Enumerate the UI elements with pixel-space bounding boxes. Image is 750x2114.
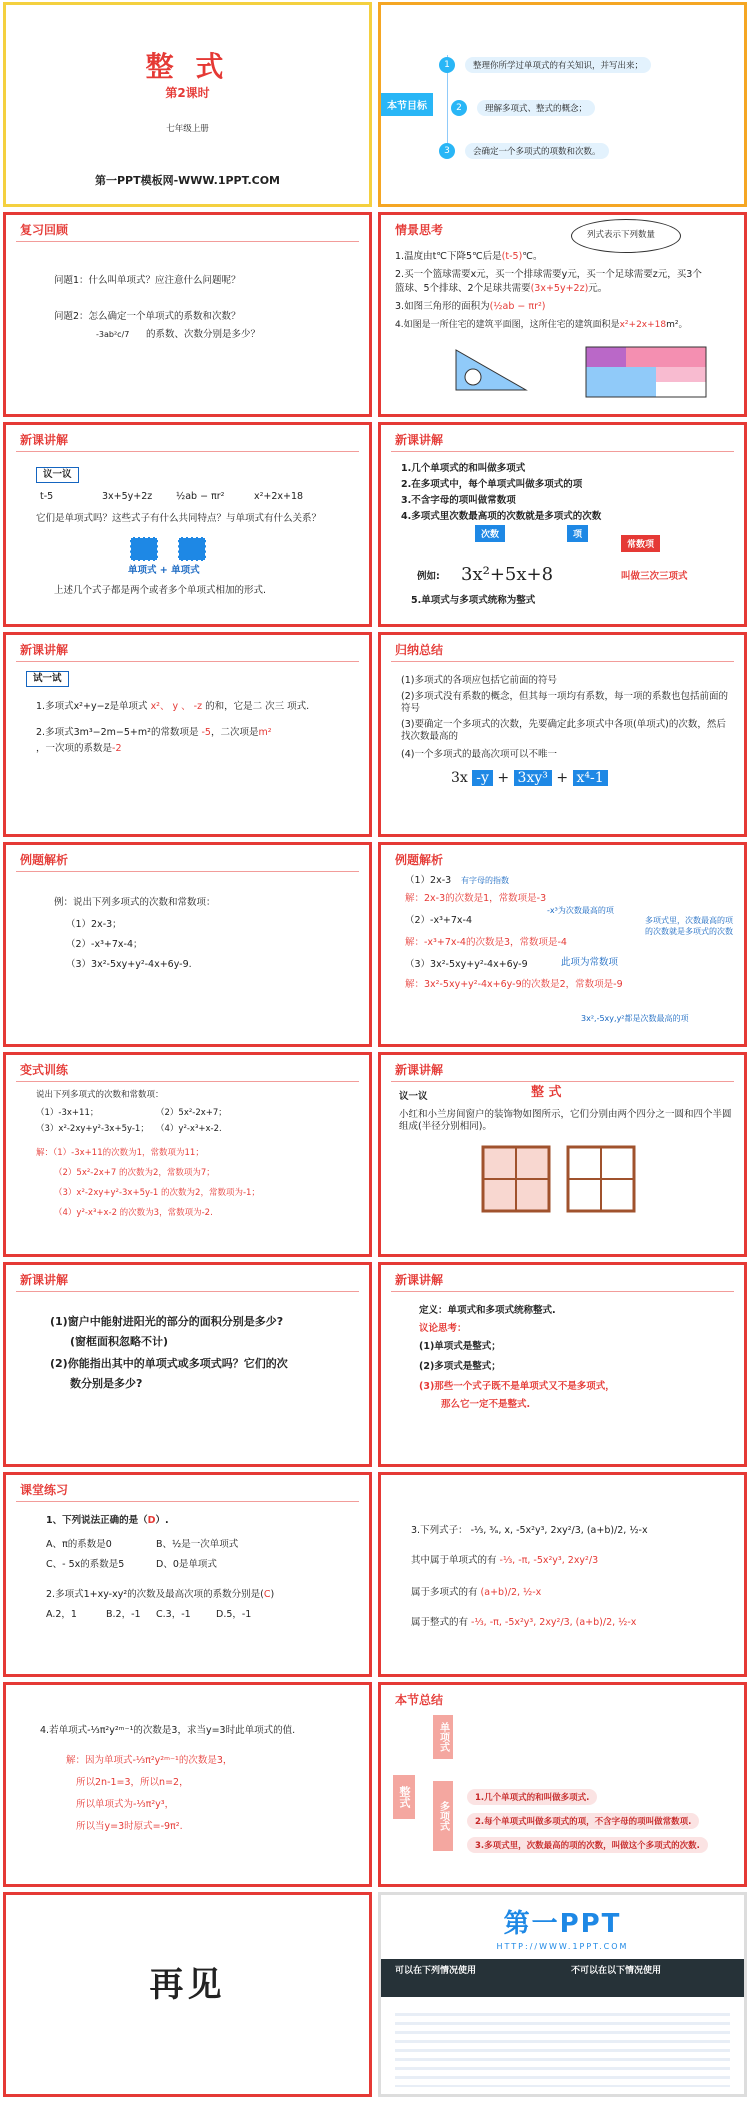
list-line: 3.下列式子： -⅓, ³⁄ₐ, x, -5x²y³, 2xy²/3, (a+b)/2, ½-x	[411, 1525, 648, 1536]
slide-13-questions	[3, 1262, 372, 1467]
example-instructions: 例：说出下列多项式的次数和常数项：	[54, 897, 216, 908]
rule-3: (3)要确定一个多项式的次数，先要确定此多项式中各项(单项式)的次数，然后找次数最高的	[401, 719, 726, 742]
option-b: B、½是一次单项式	[156, 1539, 239, 1550]
header: 本节总结	[395, 1693, 444, 1707]
slide-3-review	[3, 212, 372, 417]
point-5: 5.单项式与多项式统称为整式	[411, 595, 536, 606]
goal-1: 整理你所学过单项式的有关知识，并写出来；	[465, 57, 651, 73]
divider	[391, 661, 734, 662]
example-label: 例如:	[417, 571, 440, 582]
can-use-title: 可以在下列情况使用	[395, 1966, 477, 1976]
logo: 第一PPT	[503, 1909, 622, 1939]
question-1: （1）-3x+11；	[36, 1108, 99, 1118]
divider	[16, 241, 359, 242]
monomial-label: 单项式	[437, 1722, 449, 1752]
callout-exponent: 有字母的指数	[461, 876, 509, 885]
header: 复习回顾	[20, 223, 69, 237]
q2-option-a: A.2，1	[46, 1609, 77, 1620]
point-2: 2.在多项式中，每个单项式叫做多项式的项	[401, 479, 583, 490]
tag-term: 项	[567, 525, 588, 542]
root-label: 整式	[398, 1786, 411, 1808]
exercise-2b: ，一次项的系数是-2	[36, 743, 122, 754]
question-2: 2.多项式1+xy-xy²的次数及最高次项的系数分别是(C)	[46, 1589, 275, 1600]
item-1: (1)单项式是整式；	[419, 1341, 501, 1352]
mono-plus-mono: 单项式 + 单项式	[128, 565, 200, 576]
fraction: -3ab²c/7	[96, 330, 130, 339]
header: 新课讲解	[395, 1063, 444, 1077]
point-1: 1.几个单项式的和叫做多项式	[401, 463, 526, 474]
window-1-image	[481, 1145, 551, 1213]
section-title: 整 式	[531, 1085, 562, 1100]
summary-item-2: 2.每个单项式叫做多项式的项，不含字母的项叫做常数项.	[467, 1813, 699, 1829]
integral-expressions: 属于整式的有 -⅓, -π, -5x²y³, 2xy²/3, (a+b)/2, ½-x	[411, 1617, 637, 1628]
line-4: 4.如图是一所住宅的建筑平面图，这所住宅的建筑面积是x²+2x+18m²。	[395, 320, 688, 330]
question: 它们是单项式吗？这些式子有什么共同特点？与单项式有什么关系？	[36, 513, 322, 524]
slide-17-problem	[3, 1682, 372, 1887]
answer-2: （2）5x²-2x+7 的次数为2，常数项为7；	[54, 1168, 215, 1178]
expr-4: x²+2x+18	[254, 491, 304, 502]
footer-brand: 第一PPT模板网-WWW.1PPT.COM	[94, 174, 281, 187]
slide-16-classify	[378, 1472, 747, 1677]
description: 小红和小兰房间窗户的装饰物如图所示，它们分别由两个四分之一圆和四个半圆组成(半径分别相同)。	[399, 1109, 732, 1132]
question-2-cont: 数分别是多少?	[70, 1377, 143, 1390]
goal-number-3: 3	[439, 143, 455, 159]
tag-try: 试一试	[26, 671, 69, 687]
option-a: A、π的系数是0	[46, 1539, 112, 1550]
option-c: C、- 5x的系数是5	[46, 1559, 125, 1570]
problem: 4.若单项式-⅓π²y²ᵐ⁻¹的次数是3，求当y=3时此单项式的值.	[40, 1725, 296, 1736]
slide-5-discuss	[3, 422, 372, 627]
definition: 定义：单项式和多项式统称整式.	[419, 1305, 556, 1316]
slide-10-example-answers	[378, 842, 747, 1047]
line-3: 3.如图三角形的面积为(½ab − πr²)	[395, 301, 546, 312]
goal-2: 理解多项式、整式的概念；	[477, 100, 595, 116]
slide-9-example	[3, 842, 372, 1047]
goal-3: 会确定一个多项式的项数和次数。	[465, 143, 609, 159]
solution-2: 所以2n-1=3，所以n=2，	[76, 1777, 189, 1788]
answer-2: 解：-x³+7x-4的次数是3，常数项是-4	[405, 937, 567, 948]
slide-19-goodbye	[3, 1892, 372, 2097]
expr-1: t-5	[40, 491, 54, 502]
header: 新课讲解	[20, 643, 69, 657]
slide-1-title	[3, 2, 372, 207]
question-2: (2)你能指出其中的单项式或多项式吗？它们的次	[50, 1357, 288, 1370]
tag-degree: 次数	[475, 525, 505, 542]
question-2: 问题2：怎么确定一个单项式的系数和次数？	[54, 311, 241, 322]
triangle-figure	[451, 345, 531, 395]
callout-constant: 此项为常数项	[561, 957, 619, 968]
header: 情景思考	[395, 223, 444, 237]
polynomials: 属于多项式的有 (a+b)/2, ½-x	[411, 1587, 542, 1598]
answer-1: 解：（1）-3x+11的次数为1，常数项为11；	[36, 1148, 204, 1158]
goodbye-text: 再见	[149, 1965, 226, 2005]
question-4: （4）y²-x³+x-2.	[156, 1124, 222, 1134]
exercise-2: 2.多项式3m³−2m−5+m²的常数项是 -5，二次项是m²	[36, 727, 272, 738]
question-1: 问题1：什么叫单项式？应注意什么问题呢？	[54, 275, 241, 286]
window-2-image	[566, 1145, 636, 1213]
divider	[16, 661, 359, 662]
divider	[16, 1081, 359, 1082]
question-2b: 的系数、次数分别是多少？	[146, 329, 261, 340]
item-3-cont: 那么它一定不是整式.	[441, 1399, 531, 1410]
q2-option-d: D.5，-1	[216, 1609, 252, 1620]
example-item-1: （1）2x-3；	[66, 919, 122, 930]
logo-url: HTTP://WWW.1PPT.COM	[496, 1942, 629, 1951]
header: 归纳总结	[395, 643, 444, 657]
divider	[391, 451, 734, 452]
header: 新课讲解	[20, 433, 69, 447]
cubic-trinomial-note: 叫做三次三项式	[621, 571, 688, 582]
example-item-3: （3）3x²-5xy+y²-4x+6y-9.	[66, 959, 192, 970]
think-label: 议论思考：	[419, 1323, 467, 1334]
header: 例题解析	[395, 853, 444, 867]
goal-number-1: 1	[439, 57, 455, 73]
tag-constant: 常数项	[621, 535, 660, 552]
slide-subtitle: 第2课时	[165, 86, 210, 100]
root-node	[393, 1775, 415, 1819]
slide-11-practice	[3, 1052, 372, 1257]
item-3: （3）3x²-5xy+y²-4x+6y-9	[405, 959, 528, 970]
bubble-text: 列式表示下列数量	[587, 230, 656, 240]
divider	[16, 871, 359, 872]
rule-4: (4)一个多项式的最高次项可以不唯一	[401, 749, 557, 760]
rule-example: 3x -y + 3xy³ + x⁴-1	[451, 769, 608, 787]
goals-label: 本节目标	[381, 93, 433, 116]
tag-discuss: 议一议	[399, 1091, 428, 1102]
solution-4: 所以当y=3时原式=-9π².	[76, 1821, 183, 1832]
point-4: 4.多项式里次数最高项的次数就是多项式的次数	[401, 511, 602, 522]
slide-6-polynomial-def	[378, 422, 747, 627]
expr-3: ½ab − πr²	[176, 491, 225, 502]
slide-2-goals	[378, 2, 747, 207]
header: 变式训练	[20, 1063, 69, 1077]
slide-8-summary-rules	[378, 632, 747, 837]
slide-title: 整 式	[145, 50, 230, 83]
example-poly: 3x²+5x+8	[461, 564, 554, 585]
node-monomial	[433, 1715, 453, 1759]
summary-item-3: 3.多项式里，次数最高的项的次数，叫做这个多项式的次数.	[467, 1837, 708, 1853]
goal-number-2: 2	[451, 100, 467, 116]
answer-3: （3）x²-2xy+y²-3x+5y-1 的次数为2，常数项为-1；	[54, 1188, 260, 1198]
callout-highest: -x³为次数最高的项	[547, 906, 614, 915]
item-1: （1）2x-3	[405, 875, 452, 886]
line-2b: 篮球、5个排球、2个足球共需要(3x+5y+2z)元。	[395, 283, 608, 294]
divider	[16, 451, 359, 452]
floor-plan-figure	[581, 341, 721, 403]
grade: 七年级上册	[166, 124, 209, 134]
divider	[16, 1291, 359, 1292]
tag-discuss: 议一议	[36, 467, 79, 483]
divider	[391, 1081, 734, 1082]
header: 新课讲解	[395, 1273, 444, 1287]
callout-rule: 多项式里，次数最高的项的次数就是多项式的次数	[645, 916, 733, 936]
box-left	[130, 537, 158, 561]
solution-3: 所以单项式为-⅓π²y³，	[76, 1799, 175, 1810]
question-1-note: (窗框面积忽略不计)	[70, 1335, 169, 1348]
header: 例题解析	[20, 853, 69, 867]
exercise-1: 1.多项式x²+y−z是单项式 x²、 y 、 -z 的和，它是二 次三 项式.	[36, 701, 310, 712]
link-list	[395, 2007, 730, 2087]
line-2a: 2.买一个篮球需要x元，买一个排球需要y元，买一个足球需要z元，买3个	[395, 269, 702, 280]
question-3: （3）x²-2xy+y²-3x+5y-1；	[36, 1124, 149, 1134]
slide-20-credits	[378, 1892, 747, 2097]
slide-4-scenario	[378, 212, 747, 417]
header: 新课讲解	[395, 433, 444, 447]
polynomial-label: 多项式	[437, 1801, 449, 1831]
answer-3: 解：3x²-5xy+y²-4x+6y-9的次数是2，常数项是-9	[405, 979, 623, 990]
summary-item-1: 1.几个单项式的和叫做多项式.	[467, 1789, 597, 1805]
answer-1: 解：2x-3的次数是1，常数项是-3	[405, 893, 547, 904]
instructions: 说出下列多项式的次数和常数项：	[36, 1090, 164, 1100]
box-right	[178, 537, 206, 561]
question-1: 1、下列说法正确的是（D）.	[46, 1515, 169, 1526]
divider	[16, 1501, 359, 1502]
question-1: (1)窗户中能射进阳光的部分的面积分别是多少?	[50, 1315, 284, 1328]
header: 课堂练习	[20, 1483, 69, 1497]
example-item-2: （2）-x³+7x-4；	[66, 939, 143, 950]
rule-2: (2)多项式没有系数的概念，但其每一项均有系数，每一项的系数也包括前面的符号	[401, 691, 728, 714]
cannot-use-title: 不可以在以下情况使用	[571, 1966, 662, 1976]
item-3: (3)那些一个式子既不是单项式又不是多项式，	[419, 1381, 615, 1392]
slide-15-exercises	[3, 1472, 372, 1677]
slide-14-definition	[378, 1262, 747, 1467]
point-3: 3.不含字母的项叫做常数项	[401, 495, 516, 506]
slide-7-try	[3, 632, 372, 837]
divider	[391, 1291, 734, 1292]
node-polynomial	[433, 1781, 453, 1851]
solution-1: 解：因为单项式-⅓π²y²ᵐ⁻¹的次数是3，	[66, 1755, 233, 1766]
expr-2: 3x+5y+2z	[102, 491, 153, 502]
q2-option-b: B.2，-1	[106, 1609, 141, 1620]
header: 新课讲解	[20, 1273, 69, 1287]
rule-1: (1)多项式的各项应包括它前面的符号	[401, 675, 557, 686]
answer-4: （4）y²-x³+x-2 的次数为3，常数项为-2.	[54, 1208, 213, 1218]
q2-option-c: C.3，-1	[156, 1609, 191, 1620]
conclusion: 上述几个式子都是两个或者多个单项式相加的形式.	[54, 585, 267, 596]
slide-12-windows	[378, 1052, 747, 1257]
option-d: D、0是单项式	[156, 1559, 217, 1570]
monomials: 其中属于单项式的有 -⅓, -π, -5x²y³, 2xy²/3	[411, 1555, 599, 1566]
line-1: 1.温度由t℃下降5℃后是(t-5)℃。	[395, 251, 543, 262]
item-2: （2）-x³+7x-4	[405, 915, 473, 926]
slide-18-lesson-summary	[378, 1682, 747, 1887]
item-2: (2)多项式是整式；	[419, 1361, 501, 1372]
callout-multiple: 3x²,-5xy,y²都是次数最高的项	[581, 1014, 689, 1023]
question-2: （2）5x²-2x+7；	[156, 1108, 227, 1118]
